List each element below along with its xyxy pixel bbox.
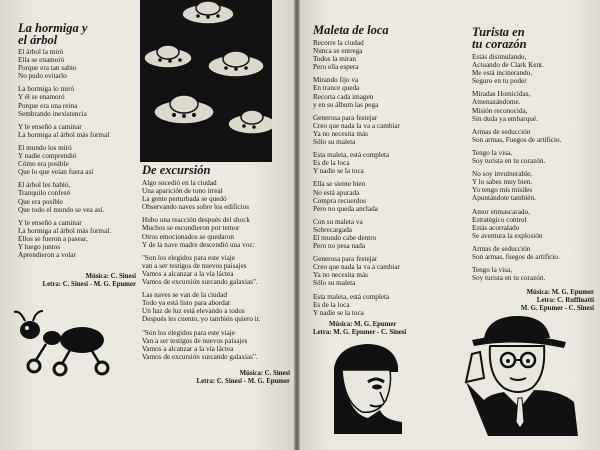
- lyric-line: Vamos de excursión surcando galaxias".: [142, 278, 258, 287]
- lyric-line: Estás acorralado: [472, 223, 520, 232]
- song-de-excursion: [142, 164, 290, 386]
- lyrics-credit: Letra: C. Ruffinatti: [536, 297, 594, 305]
- music-credit: Música: C. Sinesi: [239, 369, 290, 377]
- lyrics-credit: Letra: M. G. Epumer - C. Sinesi: [313, 328, 407, 336]
- song-title-line: La hormiga y: [18, 21, 88, 35]
- lyric-line: Vamos a alcanzar a la vía láctea: [142, 344, 234, 353]
- lyrics-credit: Letra: C. Sinesi - M. G. Epumer: [42, 281, 136, 289]
- lyric-line: Y de la nave madre descendió una voz:: [142, 240, 255, 249]
- lyric-line: y en su álbum las pega: [313, 100, 379, 109]
- ant-illustration: [10, 308, 122, 378]
- lyric-line: El árbol les habló,: [18, 181, 71, 190]
- lyric-line: No pudo evitarlo: [18, 72, 67, 81]
- lyric-line: Son armas, fuegos de artificio.: [472, 252, 560, 261]
- lyric-line: "Son los elegidos para este viaje: [142, 253, 235, 262]
- woman-portrait-illustration: [332, 342, 402, 434]
- lyrics-credit: Letra: C. Sinesi - M. G. Epumer: [196, 377, 290, 385]
- lyric-line: El mundo los miró: [18, 143, 72, 152]
- song-lyrics: [18, 48, 136, 259]
- lyric-line: Las naves se van de la ciudad: [142, 291, 228, 300]
- lyric-line: Recorta cada imagen: [313, 92, 374, 101]
- lyrics-credit-continued: M. G. Epumer - C. Sinesi: [520, 305, 594, 313]
- lyric-line: La gente perturbada se quedó: [142, 195, 227, 204]
- lyric-line: Y nadie comprendió: [18, 152, 77, 161]
- lyric-line: Con su maleta va: [313, 217, 363, 226]
- lyric-line: En trance queda: [313, 84, 360, 93]
- lyric-line: La hormiga al árbol más formal.: [18, 226, 112, 235]
- lyric-line: Misión reconocida,: [472, 106, 528, 115]
- music-credit: Música: C. Sinesi: [85, 273, 136, 281]
- lyric-line: Esta maleta, está completa: [313, 151, 390, 160]
- lyric-line: Ella se siente bien: [313, 180, 366, 189]
- lyric-line: El mundo cabe dentro: [313, 233, 377, 242]
- lyric-line: Tengo la visa,: [472, 266, 513, 275]
- lyric-line: Me está incinerando,: [472, 69, 533, 78]
- lyric-line: Y él se enamoró: [18, 93, 65, 102]
- lyric-line: Creo que nada la va a cambiar: [313, 263, 401, 272]
- lyric-line: No está apurada: [313, 188, 360, 197]
- lyric-line: Ella se enamoró: [18, 56, 65, 65]
- song-credits: [18, 273, 136, 289]
- lyric-line: Pero no queda anclada: [313, 204, 378, 213]
- lyric-line: Recorre la ciudad: [313, 39, 364, 47]
- lyric-line: Sólo su maleta: [313, 279, 356, 288]
- lyric-line: Van a ser testigos de nuevos paisajes: [142, 336, 248, 345]
- lyric-line: Una aparición de tono irreal: [142, 187, 223, 196]
- lyric-line: Todo ya está listo para abordar: [142, 299, 231, 308]
- lyric-line: Estratégico control: [472, 215, 527, 224]
- lyric-line: Y luego juntos: [18, 242, 61, 251]
- lyric-line: Sólo su maleta: [313, 138, 356, 147]
- lyric-line: Nunca se entrega: [313, 47, 363, 56]
- lyric-line: Que todo el mundo se vea así.: [18, 205, 105, 214]
- lyric-line: Cómo era posible: [18, 160, 69, 169]
- ufo-illustration: [140, 0, 272, 162]
- lyric-line: Pero no pesa nada: [313, 242, 366, 251]
- song-title-line: el árbol: [18, 33, 58, 47]
- lyric-line: Es de la loca: [313, 300, 350, 309]
- lyric-line: Aprendieron a volar: [18, 251, 76, 260]
- lyric-line: Y nadie se la toca: [313, 167, 364, 176]
- lyric-line: Después les cuento, yo también quiero ir.: [142, 315, 261, 324]
- lyric-line: Porque era tan sabio: [18, 64, 77, 73]
- lyric-line: Observando naves sobre los edificios: [142, 203, 249, 212]
- lyric-line: Y le enseñó a caminar: [18, 122, 82, 131]
- lyric-line: Son armas, Fuegos de artificio.: [472, 135, 562, 144]
- song-maleta-de-loca: [313, 24, 433, 337]
- lyric-line: "Son los elegidos para este viaje: [142, 328, 235, 337]
- lyric-line: Sobrecargada: [313, 225, 352, 234]
- lyric-line: Sembrando inexistencia: [18, 109, 87, 118]
- lyric-line: Es de la loca: [313, 159, 350, 168]
- lyric-line: Se aventura la explosión: [472, 231, 543, 240]
- lyric-line: Apuntándote también.: [472, 194, 536, 203]
- song-lyrics: [313, 39, 433, 317]
- lyric-line: El árbol la miró: [18, 48, 64, 56]
- song-lyrics: [472, 53, 594, 282]
- lyric-line: Actuando de Clark Kent.: [472, 61, 544, 70]
- lyric-line: Y le enseñó a caminar: [18, 218, 82, 227]
- lyric-line: Un haz de luz está elevando a todos: [142, 307, 245, 316]
- lyric-line: Armas de seducción: [472, 244, 531, 253]
- lyric-line: Estás disimulando,: [472, 53, 527, 61]
- lyric-line: Todos la miran: [313, 55, 357, 64]
- lyric-line: Generosa para festejar: [313, 255, 378, 264]
- music-credit: Música: M. G. Epumer: [329, 320, 397, 328]
- lyric-line: Tengo la visa,: [472, 148, 513, 157]
- song-title-line: tu corazón: [472, 37, 527, 51]
- lyric-line: Vamos a alcanzar a la vía láctea: [142, 269, 234, 278]
- lyric-line: Y lo sabes muy bien.: [472, 178, 533, 187]
- man-with-hat-illustration: [462, 310, 578, 436]
- lyric-line: Yo tengo mis misiles: [472, 186, 533, 195]
- song-la-hormiga-y-el-arbol: [18, 22, 136, 289]
- lyric-line: Y nadie se la toca: [313, 308, 364, 317]
- song-title: De excursión: [142, 163, 211, 177]
- lyric-line: Miradas Homicidas,: [472, 90, 531, 99]
- song-credits: [313, 321, 433, 337]
- music-credit: Música: M. G. Epumer: [526, 289, 594, 297]
- lyric-line: Compra recuerdos: [313, 196, 366, 205]
- lyric-line: Otros emocionados se quedaron: [142, 232, 235, 241]
- lyric-line: Soy turista en tu corazón.: [472, 157, 546, 166]
- lyric-line: Ya no necesita más: [313, 271, 368, 280]
- lyric-line: Amor enmascarado,: [472, 207, 530, 216]
- song-title: Maleta de loca: [313, 23, 389, 37]
- lyric-line: Pero ella espera: [313, 63, 359, 72]
- lyric-line: Mirando fijo va: [313, 76, 359, 85]
- lyric-line: van a ser testigos de nuevos paisajes: [142, 261, 247, 270]
- song-turista-en-tu-corazon: [472, 26, 594, 313]
- lyric-line: Sin duda ya embarqué.: [472, 114, 538, 123]
- lyric-line: No soy invulnerable,: [472, 170, 533, 179]
- lyric-line: Que lo que veían fuera así: [18, 168, 94, 177]
- song-title-line: Turista en: [472, 25, 525, 39]
- lyric-line: Tranquilo confesó: [18, 189, 71, 198]
- lyric-line: La hormiga lo miró: [18, 85, 75, 94]
- song-lyrics: [142, 179, 290, 361]
- lyric-line: Seguro en tu poder: [472, 77, 527, 86]
- lyric-line: Ellos se fueron a pasear,: [18, 234, 88, 243]
- lyric-line: Creo que nada la va a cambiar: [313, 121, 401, 130]
- lyric-line: Muchos se escondieron por temor: [142, 224, 240, 233]
- lyric-line: Esta maleta, está completa: [313, 292, 390, 301]
- lyric-line: Porque era una reina: [18, 101, 78, 110]
- lyric-line: Amenazándome.: [472, 98, 521, 107]
- song-credits: [142, 370, 290, 386]
- lyric-line: Algo sucedió en la ciudad: [142, 179, 217, 187]
- lyric-line: Armas de seducción: [472, 127, 531, 136]
- lyric-line: Hubo una reacción después del shock: [142, 216, 250, 225]
- lyric-line: Que era posible: [18, 197, 64, 206]
- lyric-line: Ya no necesita más: [313, 129, 368, 138]
- lyric-line: Vamos de excursión surcando galaxias".: [142, 352, 258, 361]
- lyric-line: La hormiga al árbol más formal: [18, 130, 110, 139]
- lyric-line: Soy turista en tu corazón.: [472, 274, 546, 283]
- lyric-line: Generosa para festejar: [313, 113, 378, 122]
